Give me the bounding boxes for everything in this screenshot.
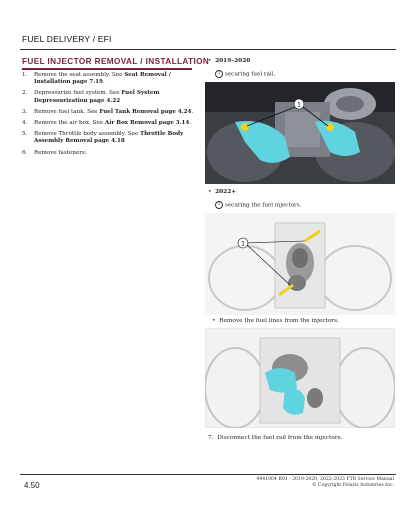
step-number: 2. [22, 90, 28, 97]
footer-divider [20, 474, 396, 475]
photo-fuel-rail-2019 [205, 82, 395, 184]
bullet-2022-plus: • 2022+ [208, 189, 237, 195]
step-number: 4. [22, 120, 28, 127]
page-number: 4.50 [24, 481, 40, 490]
step-number: 1. [22, 72, 28, 78]
step-text: Disconnect the fuel rail from the injectors. [217, 435, 343, 441]
step-text: Remove fasteners: [34, 149, 87, 156]
photo-fuel-lines [205, 328, 395, 428]
step-item [22, 72, 194, 86]
step-number: 5. [22, 131, 28, 138]
step-item [22, 131, 194, 145]
step-text: Remove the seat assembly. See Seat Removal / Installation page 7.19. [34, 72, 171, 86]
step-number: 6. [22, 149, 28, 156]
page-title: FUEL INJECTOR REMOVAL / INSTALLATION [22, 57, 210, 66]
section-header: FUEL DELIVERY / EFI [22, 34, 112, 44]
footer-info [256, 477, 394, 489]
step-reference: Throttle Body Assembly Removal page 4.18 [34, 131, 184, 145]
step-text: Remove the air box. See Air Box Removal page 3.14. [34, 120, 192, 127]
step-number: 7. [208, 435, 214, 441]
callout-number: 1 [297, 101, 301, 109]
step-text: Depressurize fuel system. See Fuel System Depressurization page 4.22 [34, 90, 160, 104]
callout-circle-icon: 1 [215, 70, 223, 78]
step-text: Remove Throttle body assembly. See Throttle Body Assembly Removal page 4.18 [34, 131, 184, 145]
step-reference: Fuel Tank Removal page 4.24 [99, 108, 192, 115]
header-divider [20, 49, 396, 50]
step-reference: Seat Removal / Installation page 7.19 [34, 72, 171, 86]
step-item [22, 150, 194, 157]
callout-circle-icon: 1 [215, 201, 223, 209]
bullet-remove-fuel-lines: • Remove the fuel lines from the injectors. [212, 318, 340, 324]
callout-number: 1 [241, 240, 245, 248]
step-item [22, 90, 194, 104]
bullet-2019-2020: • 2019–2020 [208, 58, 251, 64]
caption-fuel-injectors: 1 securing the fuel injectors. [215, 201, 301, 209]
step-item [22, 109, 194, 116]
photo-fuel-injectors-2022 [205, 213, 395, 315]
procedure-steps [22, 72, 194, 161]
step-item [208, 435, 342, 441]
step-reference: Fuel System Depressurization page 4.22 [34, 90, 160, 104]
step-reference: Air Box Removal page 3.14 [104, 120, 190, 127]
footer-manual: 9941004 R01 - 2019-2020, 2022-2023 FTR Service Manual [256, 477, 394, 482]
step-number: 3. [22, 108, 28, 115]
step-text: Remove fuel tank. See Fuel Tank Removal page 4.24. [34, 108, 194, 115]
caption-fuel-rail: 1 securing fuel rail. [215, 70, 275, 78]
footer-copyright: © Copyright Polaris Industries Inc. [312, 483, 394, 488]
title-underline [22, 68, 192, 70]
step-item [22, 120, 194, 127]
